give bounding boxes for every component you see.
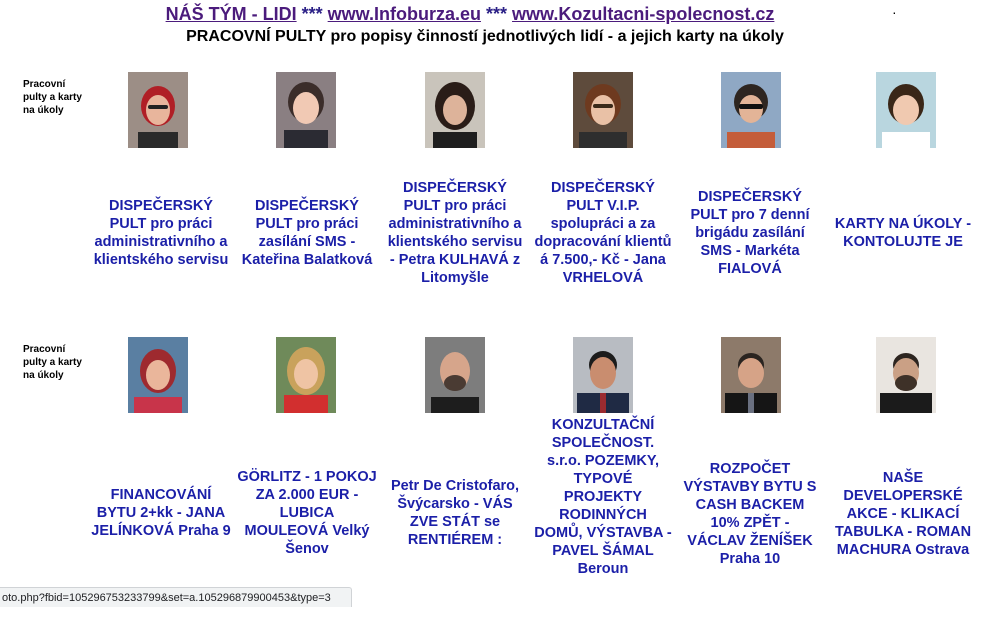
- row1-label: Pracovní pulty a karty na úkoly: [23, 79, 82, 116]
- photo-bearded-man[interactable]: [876, 337, 936, 413]
- stray-dot: ·: [892, 4, 897, 20]
- photo-woman-red-hair[interactable]: [128, 72, 188, 148]
- site-header: [0, 4, 940, 25]
- card-caption-2[interactable]: DISPEČERSKÝ PULT pro práci zasílání SMS - Kateřina Balatková: [241, 197, 373, 268]
- card-caption-4[interactable]: DISPEČERSKÝ PULT V.I.P. spolupráci a za dopracování klientů á 7.500,- Kč - Jana VRHELOVÁ: [534, 180, 672, 286]
- photo-blonde-woman[interactable]: [276, 337, 336, 413]
- card-caption-6[interactable]: KARTY NA ÚKOLY - KONTOLUJTE JE: [834, 215, 972, 250]
- page-subtitle: PRACOVNÍ PULTY pro popisy činností jednotlivých lidí - a jejich karty na úkoly: [186, 28, 784, 45]
- kozultacni-link[interactable]: www.Kozultacni-spolecnost.cz: [512, 4, 775, 24]
- card-caption-7[interactable]: FINANCOVÁNÍ BYTU 2+kk - JANA JELÍNKOVÁ Praha 9: [91, 486, 231, 539]
- stars-separator-2: ***: [486, 4, 508, 24]
- photo-woman-sunglasses[interactable]: [721, 72, 781, 148]
- card-caption-8[interactable]: GÖRLITZ - 1 POKOJ ZA 2.000 EUR - LUBICA MOULEOVÁ Velký Šenov: [237, 468, 377, 557]
- infoburza-link[interactable]: www.Infoburza.eu: [327, 4, 481, 24]
- photo-man-suit[interactable]: [573, 337, 633, 413]
- photo-bald-man[interactable]: [425, 337, 485, 413]
- card-caption-12[interactable]: NAŠE DEVELOPERSKÉ AKCE - KLIKACÍ TABULKA - ROMAN MACHURA Ostrava: [834, 470, 972, 558]
- photo-man-tie[interactable]: [721, 337, 781, 413]
- photo-woman-red-hair-smiling[interactable]: [128, 337, 188, 413]
- card-caption-9[interactable]: Petr De Cristofaro, Švýcarsko - VÁS ZVE STÁT se RENTIÉREM :: [390, 477, 520, 548]
- row2-label: Pracovní pulty a karty na úkoly: [23, 344, 82, 381]
- card-caption-3[interactable]: DISPEČERSKÝ PULT pro práci administrativního a klientského servisu - Petra KULHAVÁ z Litomyšle: [387, 179, 523, 286]
- status-bar-url: oto.php?fbid=105296753233799&set=a.105296879900453&type=3: [0, 587, 352, 607]
- card-caption-11[interactable]: ROZPOČET VÝSTAVBY BYTU S CASH BACKEM 10% ZPĚT - VÁCLAV ŽENÍŠEK Praha 10: [683, 461, 817, 567]
- photo-young-woman[interactable]: [276, 72, 336, 148]
- card-caption-10[interactable]: KONZULTAČNÍ SPOLEČNOST. s.r.o. POZEMKY, TYPOVÉ PROJEKTY RODINNÝCH DOMŮ, VÝSTAVBA - PAVEL ŠÁMAL Beroun: [534, 417, 672, 577]
- photo-woman-glasses[interactable]: [573, 72, 633, 148]
- photo-woman-dark-hair[interactable]: [425, 72, 485, 148]
- stars-separator-1: ***: [301, 4, 323, 24]
- card-caption-1[interactable]: DISPEČERSKÝ PULT pro práci administrativního a klientského servisu: [93, 197, 229, 268]
- photo-woman-smiling[interactable]: [876, 72, 936, 148]
- team-link[interactable]: NÁŠ TÝM - LIDI: [165, 4, 297, 24]
- card-caption-5[interactable]: DISPEČERSKÝ PULT pro 7 denní brigádu zasílání SMS - Markéta FIALOVÁ: [690, 188, 810, 277]
